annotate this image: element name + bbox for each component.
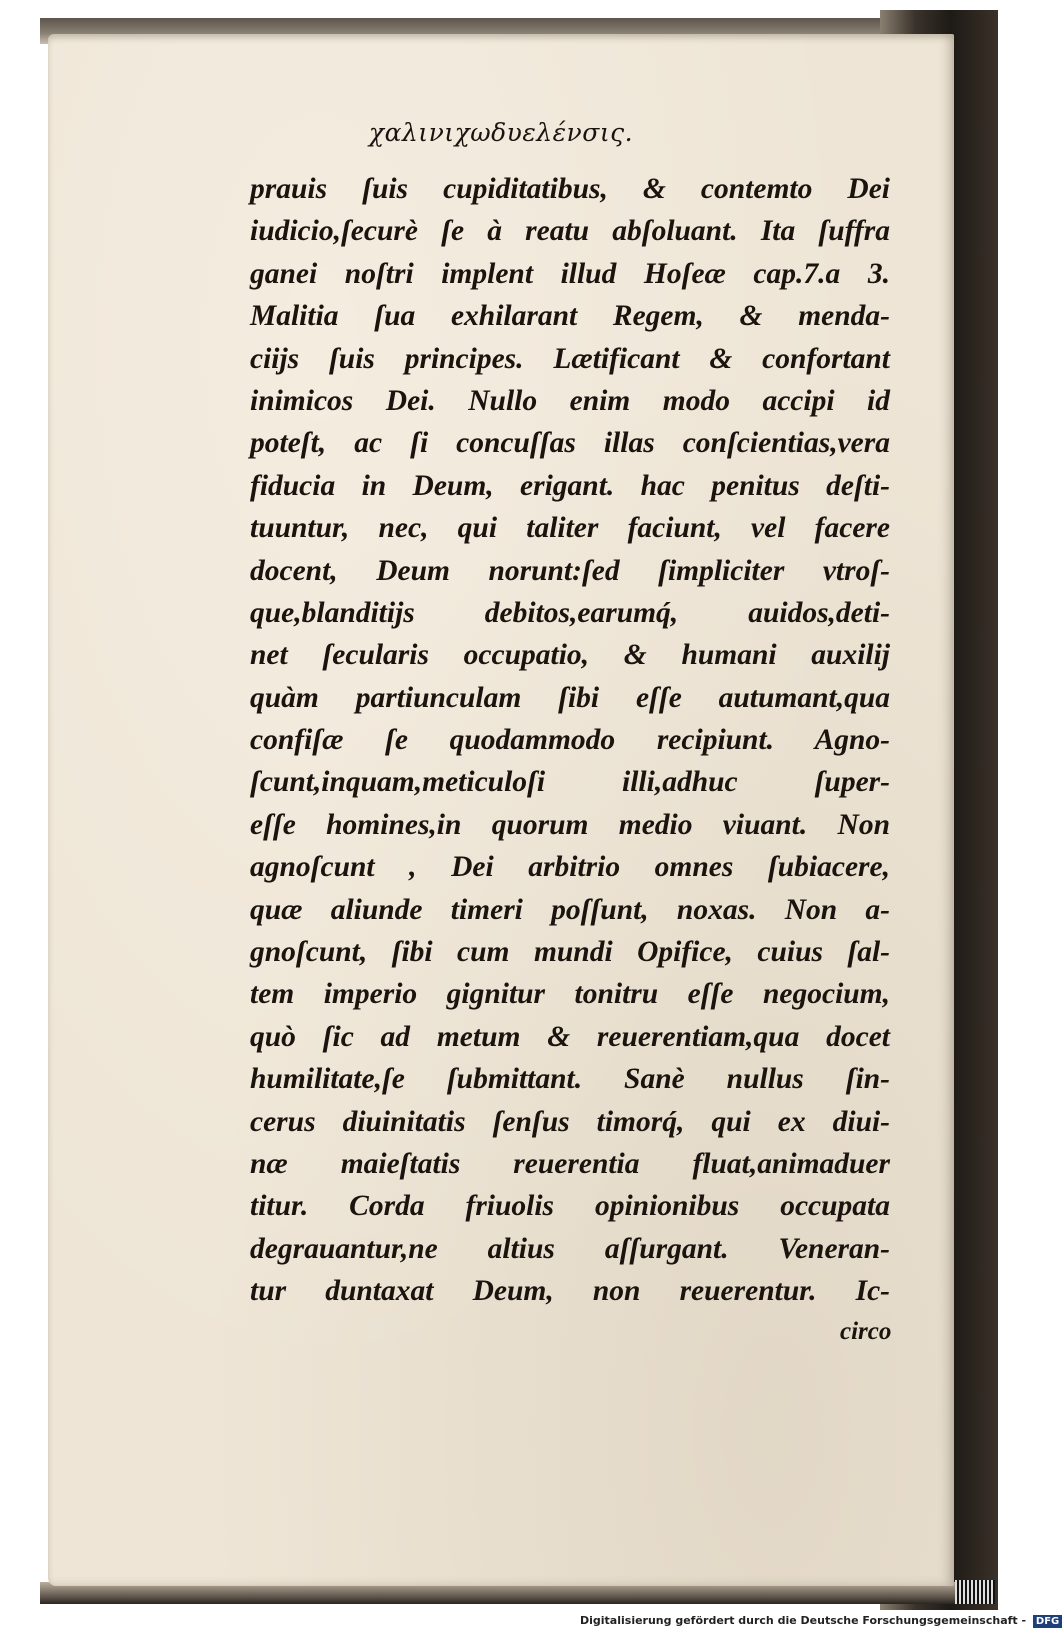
text-line: degrauantur,ne altius aſſurgant. Veneran- <box>250 1232 890 1265</box>
text-line: humilitate,ſe ſubmittant. Sanè nullus ſin- <box>250 1063 890 1096</box>
text-line: titur. Corda friuolis opinionibus occupata <box>250 1190 890 1223</box>
text-line: prauis ſuis cupiditatibus, & contemto Dei <box>250 173 890 205</box>
text-line: poteſt, ac ſi concuſſas illas conſcientias,vera <box>250 427 890 460</box>
text-line: ciijs ſuis principes. Lætificant & confortant <box>250 342 890 375</box>
text-line: iudicio,ſecurè ſe à reatu abſoluant. Ita ſuffra <box>250 215 890 248</box>
running-head: χαλινιχωδυελένσις. <box>368 118 634 147</box>
credit-text: Digitalisierung gefördert durch die Deutsche Forschungsgemeinschaft - <box>580 1614 1027 1627</box>
text-line: net ſecularis occupatio, & humani auxilij <box>250 639 890 672</box>
digitization-credit <box>580 1614 1062 1628</box>
text-line: tem imperio gignitur tonitru eſſe negocium, <box>250 978 890 1011</box>
text-line: docent, Deum norunt:ſed ſimpliciter vtroſ- <box>250 554 890 587</box>
text-line: inimicos Dei. Nullo enim modo accipi id <box>250 384 890 417</box>
text-line: Malitia ſua exhilarant Regem, & menda- <box>250 300 890 333</box>
catchword: circo <box>840 1318 892 1345</box>
dfg-logo: DFG <box>1033 1615 1062 1628</box>
text-line: ganei noſtri implent illud Hoſeæ cap.7.a 3. <box>250 257 890 290</box>
text-line: quæ aliunde timeri poſſunt, noxas. Non a- <box>250 893 890 926</box>
text-line: confiſæ ſe quodammodo recipiunt. Agno- <box>250 724 890 757</box>
text-line: næ maieſtatis reuerentia fluat,animaduer <box>250 1147 890 1180</box>
text-line: fiducia in Deum, erigant. hac penitus deſti- <box>250 469 890 502</box>
text-line: tur duntaxat Deum, non reuerentur. Ic- <box>250 1275 890 1308</box>
text-line: ſcunt,inquam,meticuloſi illi,adhuc ſuper- <box>250 766 890 799</box>
text-line: quàm partiunculam ſibi eſſe autumant,qua <box>250 681 890 714</box>
text-line: gnoſcunt, ſibi cum mundi Opifice, cuius ſal- <box>250 936 890 969</box>
text-line: cerus diuinitatis ſenſus timorq́, qui ex diui- <box>250 1105 890 1138</box>
scan-ruler <box>955 1580 995 1604</box>
text-line: eſſe homines,in quorum medio viuant. Non <box>250 808 890 841</box>
text-line: quò ſic ad metum & reuerentiam,qua docet <box>250 1020 890 1053</box>
text-line: tuuntur, nec, qui taliter faciunt, vel facere <box>250 512 890 545</box>
page-text-block <box>250 168 890 1313</box>
text-line: agnoſcunt , Dei arbitrio omnes ſubiacere, <box>250 851 890 884</box>
text-line: que,blanditijs debitos,earumq́, auidos,deti- <box>250 596 890 629</box>
